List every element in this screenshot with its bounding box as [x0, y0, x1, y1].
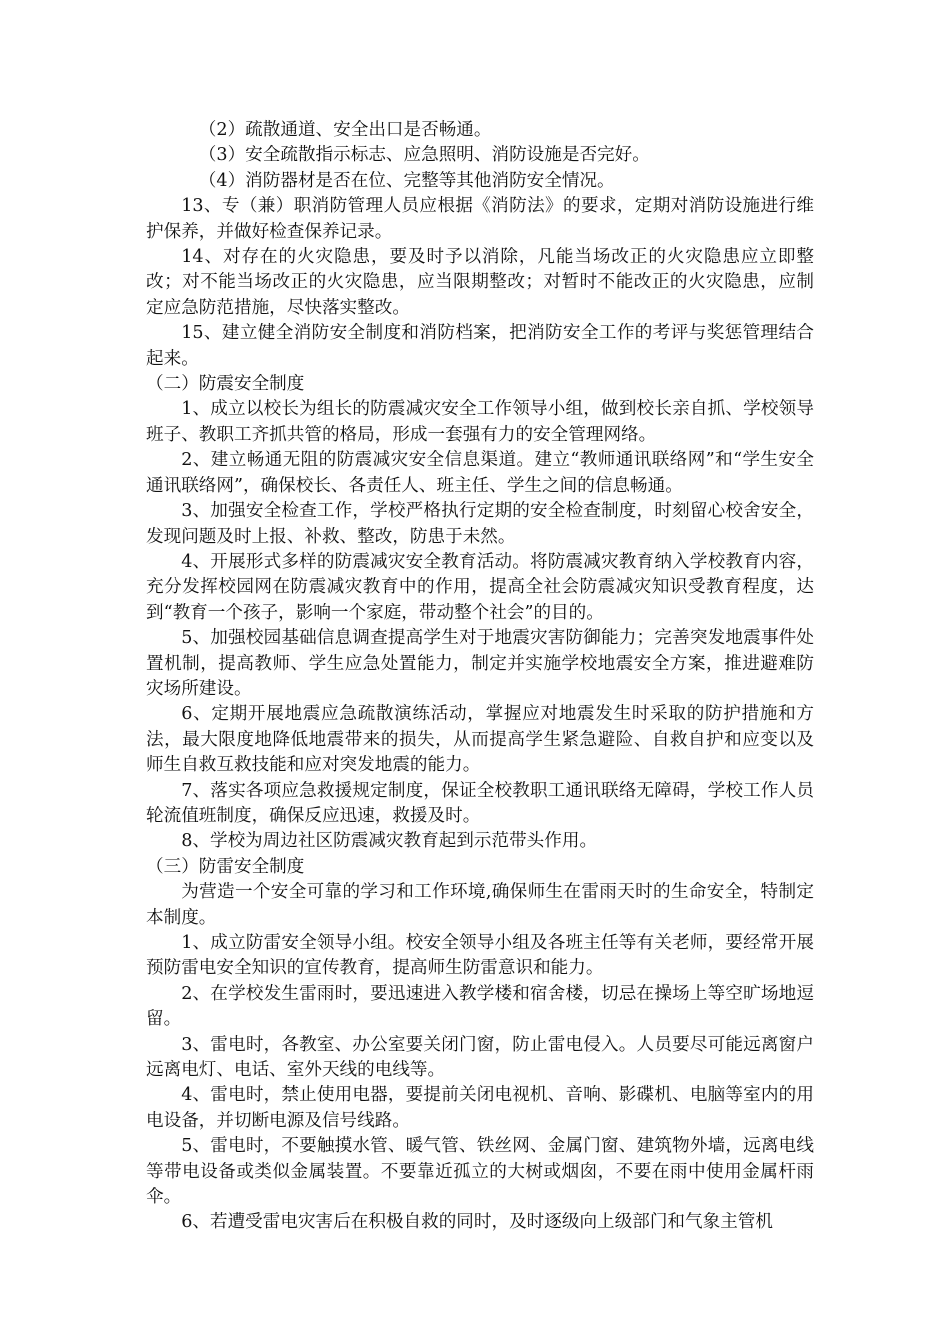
paragraph-lightning-item-3: 3、雷电时，各教室、办公室要关闭门窗，防止雷电侵入。人员要尽可能远离窗户远离电灯、电话、室外天线的电线等。	[146, 1034, 814, 1081]
paragraph-earthquake-item-1: 1、成立以校长为组长的防震减灾安全工作领导小组，做到校长亲自抓、学校领导班子、教职工齐抓共管的格局，形成一套强有力的安全管理网络。	[146, 399, 814, 445]
paragraph-earthquake-item-4: 4、开展形式多样的防震减灾安全教育活动。将防震减灾教育纳入学校教育内容，充分发挥校园网在防震减灾教育中的作用，提高全社会防震减灾知识受教育程度，达到“教育一个孩子，影响一个家庭，带动整个社会”的目的。	[146, 551, 814, 623]
section-heading-lightning: （三）防雷安全制度	[146, 856, 305, 877]
paragraph-lightning-item-4: 4、雷电时，禁止使用电器，要提前关闭电视机、音响、影碟机、电脑等室内的用电设备，并切断电源及信号线路。	[146, 1085, 814, 1131]
paragraph-lightning-intro: 为营造一个安全可靠的学习和工作环境,确保师生在雷雨天时的生命安全，特制定本制度。	[146, 882, 814, 928]
paragraph-earthquake-item-3: 3、加强安全检查工作，学校严格执行定期的安全检查制度，时刻留心校舍安全，发现问题及时上报、补救、整改，防患于未然。	[146, 501, 814, 547]
section-heading-earthquake: （二）防震安全制度	[146, 374, 305, 395]
paragraph-check-item-3: （3）安全疏散指示标志、应急照明、消防设施是否完好。	[198, 145, 650, 166]
paragraph-check-item-2: （2）疏散通道、安全出口是否畅通。	[198, 120, 492, 140]
paragraph-earthquake-item-6: 6、定期开展地震应急疏散演练活动，掌握应对地震发生时采取的防护措施和方法，最大限度地降低地震带来的损失，从而提高学生紧急避险、自救自护和应变以及师生自救互救技能和应对突发地震的能力。	[146, 704, 814, 776]
paragraph-earthquake-item-7: 7、落实各项应急救援规定制度，保证全校教职工通讯联络无障碍，学校工作人员轮流值班制度，确保反应迅速，救援及时。	[146, 780, 814, 826]
paragraph-fire-item-13: 13、专（兼）职消防管理人员应根据《消防法》的要求，定期对消防设施进行维护保养，并做好检查保养记录。	[146, 196, 814, 242]
paragraph-fire-item-15: 15、建立健全消防安全制度和消防档案，把消防安全工作的考评与奖惩管理结合起来。	[146, 323, 814, 369]
paragraph-fire-item-14: 14、对存在的火灾隐患，要及时予以消除，凡能当场改正的火灾隐患应立即整改；对不能当场改正的火灾隐患，应当限期整改；对暂时不能改正的火灾隐患，应制定应急防范措施，尽快落实整改。	[146, 247, 814, 318]
paragraph-check-item-4: （4）消防器材是否在位、完整等其他消防安全情况。	[198, 170, 615, 191]
paragraph-earthquake-item-8: 8、学校为周边社区防震减灾教育起到示范带头作用。	[181, 831, 598, 852]
paragraph-lightning-item-1: 1、成立防雷安全领导小组。校安全领导小组及各班主任等有关老师，要经常开展预防雷电安全知识的宣传教育，提高师生防雷意识和能力。	[146, 933, 814, 979]
paragraph-earthquake-item-5: 5、加强校园基础信息调查提高学生对于地震灾害防御能力；完善突发地震事件处置机制，提高教师、学生应急处置能力，制定并实施学校地震安全方案，推进避难防灾场所建设。	[146, 628, 814, 699]
document-page	[146, 118, 814, 1236]
paragraph-lightning-item-5: 5、雷电时，不要触摸水管、暖气管、铁丝网、金属门窗、建筑物外墙，远离电线等带电设备或类似金属装置。不要靠近孤立的大树或烟囱，不要在雨中使用金属杆雨伞。	[146, 1136, 814, 1208]
paragraph-earthquake-item-2: 2、建立畅通无阻的防震减灾安全信息渠道。建立“教师通讯联络网”和“学生安全通讯联络网”，确保校长、各责任人、班主任、学生之间的信息畅通。	[146, 450, 814, 496]
paragraph-lightning-item-6: 6、若遭受雷电灾害后在积极自救的同时，及时逐级向上级部门和气象主管机	[181, 1212, 773, 1233]
paragraph-lightning-item-2: 2、在学校发生雷雨时，要迅速进入教学楼和宿舍楼，切忌在操场上等空旷场地逗留。	[146, 983, 814, 1030]
